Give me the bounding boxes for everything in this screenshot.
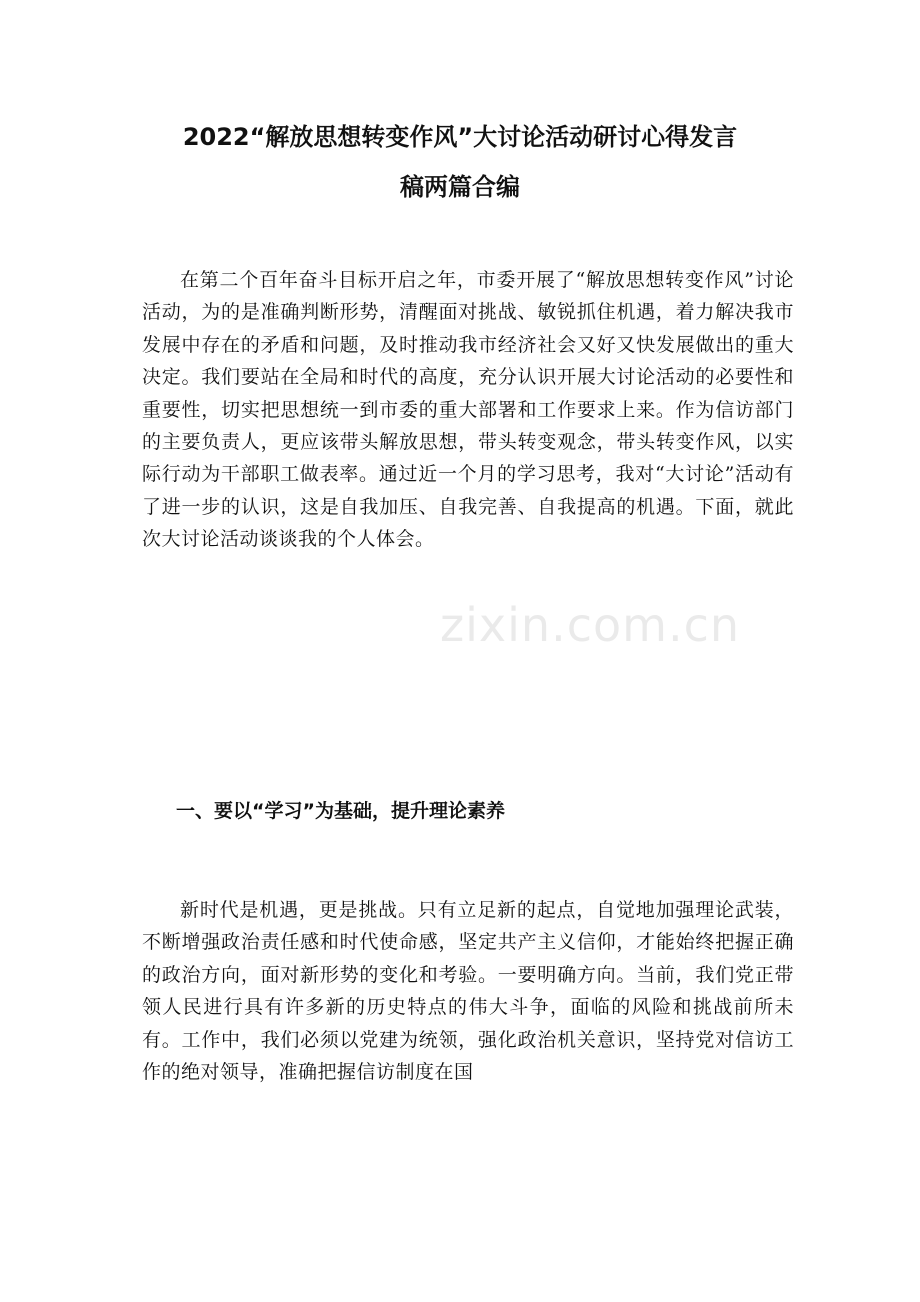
title-line-1: 2022“解放思想转变作风”大讨论活动研讨心得发言 (182, 123, 738, 151)
paragraph-intro (142, 264, 794, 556)
watermark: zixin.com.cn (440, 598, 741, 652)
paragraph-section-1-text: 新时代是机遇，更是挑战。只有立足新的起点，自觉地加强理论武装，不断增强政治责任感和时代使命感，坚定共产主义信仰，才能始终把握正确的政治方向，面对新形势的变化和考验。一要明确方向。当前，我们党正带领人民进行具有许多新的历史特点的伟大斗争，面临的风险和挑战前所未有。工作中，我们必须以党建为统领，强化政治机关意识，坚持党对信访工作的绝对领导，准确把握信访制度在国 (142, 899, 794, 1084)
document-title (100, 112, 820, 212)
paragraph-intro-text: 在第二个百年奋斗目标开启之年，市委开展了“解放思想转变作风”讨论活动，为的是准确判断形势，清醒面对挑战、敏锐抓住机遇，着力解决我市发展中存在的矛盾和问题，及时推动我市经济社会又好又快发展做出的重大决定。我们要站在全局和时代的高度，充分认识开展大讨论活动的必要性和重要性，切实把思想统一到市委的重大部署和工作要求上来。作为信访部门的主要负责人，更应该带头解放思想，带头转变观念，带头转变作风，以实际行动为干部职工做表率。通过近一个月的学习思考，我对“大讨论”活动有了进一步的认识，这是自我加压、自我完善、自我提高的机遇。下面，就此次大讨论活动谈谈我的个人体会。 (142, 269, 794, 551)
paragraph-section-1 (142, 894, 794, 1088)
section-heading-1: 一、要以“学习”为基础，提升理论素养 (176, 800, 505, 822)
title-line-2: 稿两篇合编 (400, 173, 520, 201)
